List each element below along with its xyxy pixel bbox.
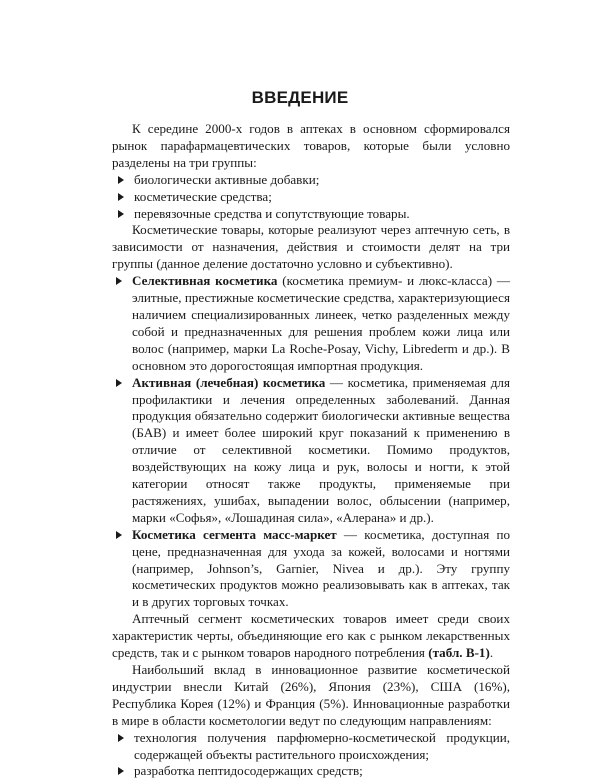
bullet-arrow-icon	[118, 193, 124, 201]
category-term: Косметика сегмента масс-маркет	[132, 526, 337, 542]
category-description: — косметика, доступная по цене, предназначенная для ухода за кожей, волосами и ногтями (например, Johnson’s, Garnier, Nivea и др.). Эту группу косметических продуктов можно реализовывать как в аптеках, так и в других торговых точках.	[132, 526, 510, 610]
page-title: ВВЕДЕНИЕ	[251, 88, 349, 107]
category-item	[112, 273, 510, 374]
cosmetics-intro-paragraph: Косметические товары, которые реализуют через аптечную сеть, в зависимости от назначения, действия и стоимости делят на три группы (данное деление достаточно условно и субъективно).	[112, 222, 510, 272]
list-item: биологически активные добавки;	[112, 172, 510, 189]
bullet-arrow-icon	[118, 734, 124, 742]
table-reference: (табл. В-1)	[428, 645, 490, 661]
pharmacy-segment-paragraph: Аптечный сегмент косметических товаров имеет среди своих характеристик черты, объединяющие его как с рынком лекарственных средств, так и с рынком товаров народного потребления (табл. В-1).	[112, 611, 510, 661]
bullet-arrow-icon	[118, 210, 124, 218]
category-term: Селективная косметика	[132, 273, 278, 289]
bullet-arrow-icon	[118, 176, 124, 184]
intro-paragraph: К середине 2000-х годов в аптеках в основном сформировался рынок парафармацевтических товаров, которые были условно разделены на три группы:	[112, 121, 510, 170]
category-item	[112, 375, 510, 527]
list-item: косметические средства;	[112, 189, 510, 206]
categories-list	[112, 273, 510, 611]
category-item	[112, 527, 510, 612]
list-item: разработка пептидосодержащих средств;	[112, 763, 510, 780]
body-text	[112, 121, 510, 780]
groups-list	[112, 172, 510, 223]
bullet-arrow-icon	[116, 379, 122, 387]
bullet-arrow-icon	[118, 767, 124, 775]
innovation-paragraph: Наибольший вклад в инновационное развитие косметической индустрии внесли Китай (26%), Япония (23%), США (16%), Республика Корея (12%) и Франция (5%). Инновационные разработки в мире в области косметологии ведут по следующим направлениям:	[112, 662, 510, 728]
bullet-arrow-icon	[116, 277, 122, 285]
list-item: технология получения парфюмерно-косметической продукции, содержащей объекты растительного происхождения;	[112, 730, 510, 764]
category-description: (косметика премиум- и люкс-класса) — элитные, престижные косметические средства, характеризующиеся наличием специализированных линеек, четко разделенных между собой и предназначенных для решения проблем кожи лица или волос (например, марки La Roche-Posay, Vichy, Librederm и др.). В основном это дорогостоящая импортная продукция.	[132, 273, 510, 373]
category-description: — косметика, применяемая для профилактики и лечения определенных заболеваний. Данная продукция обязательно содержит биологически активные вещества (БАВ) и имеет более широкий круг показаний к применению в отличие от селективной косметики. Помимо продуктов, воздействующих на кожу лица и рук, волосы и ногти, к этой категории относят также продукты, применяемые при растяжениях, ушибах, выпадении волос, облысении (например, марки «Софья», «Лошадиная сила», «Алерана» и др.).	[132, 374, 510, 525]
bullet-arrow-icon	[116, 531, 122, 539]
list-item: перевязочные средства и сопутствующие товары.	[112, 206, 510, 223]
category-term: Активная (лечебная) косметика	[132, 374, 326, 390]
directions-list	[112, 730, 510, 780]
